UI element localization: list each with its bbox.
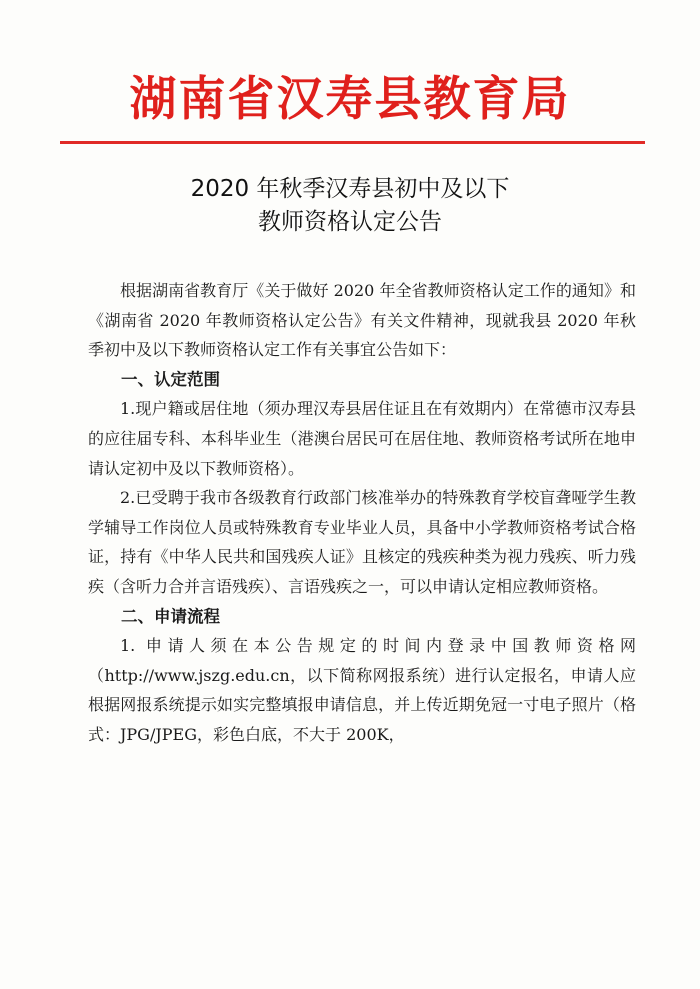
section2-heading: 二、申请流程 [121, 606, 220, 626]
red-divider [60, 141, 645, 144]
section1-item1: 1.现户籍或居住地（须办理汉寿县居住证且在有效期内）在常德市汉寿县的应往届专科、本科毕业生（港澳台居民可在居住地、教师资格考试所在地申请认定初中及以下教师资格）。 [88, 399, 636, 478]
intro-paragraph: 根据湖南省教育厅《关于做好 2020 年全省教师资格认定工作的通知》和《湖南省 2020 年教师资格认定公告》有关文件精神，现就我县 2020 年秋季初中及以下教师资格认定工作有关事宜公告如下： [88, 281, 636, 360]
section1-item2: 2.已受聘于我市各级教育行政部门核准举办的特殊教育学校盲聋哑学生教学辅导工作岗位人员或特殊教育专业毕业人员，具备中小学教师资格考试合格证，持有《中华人民共和国残疾人证》且核定的残疾种类为视力残疾、听力残疾（含听力合并言语残疾）、言语残疾之一，可以申请认定相应教师资格。 [88, 488, 636, 596]
document-body [88, 276, 636, 750]
section1-heading: 一、认定范围 [121, 369, 220, 389]
document-title-line1: 2020 年秋季汉寿县初中及以下 [190, 176, 510, 202]
section2-item1: 1. 申请人须在本公告规定的时间内登录中国教师资格网（http://www.jszg.edu.cn，以下简称网报系统）进行认定报名，申请人应根据网报系统提示如实完整填报申请信息，并上传近期免冠一寸电子照片（格式：JPG/JPEG，彩色白底，不大于 200K， [88, 636, 636, 744]
document-title-line2: 教师资格认定公告 [258, 209, 442, 235]
issuer-masthead: 湖南省汉寿县教育局 [129, 72, 571, 127]
